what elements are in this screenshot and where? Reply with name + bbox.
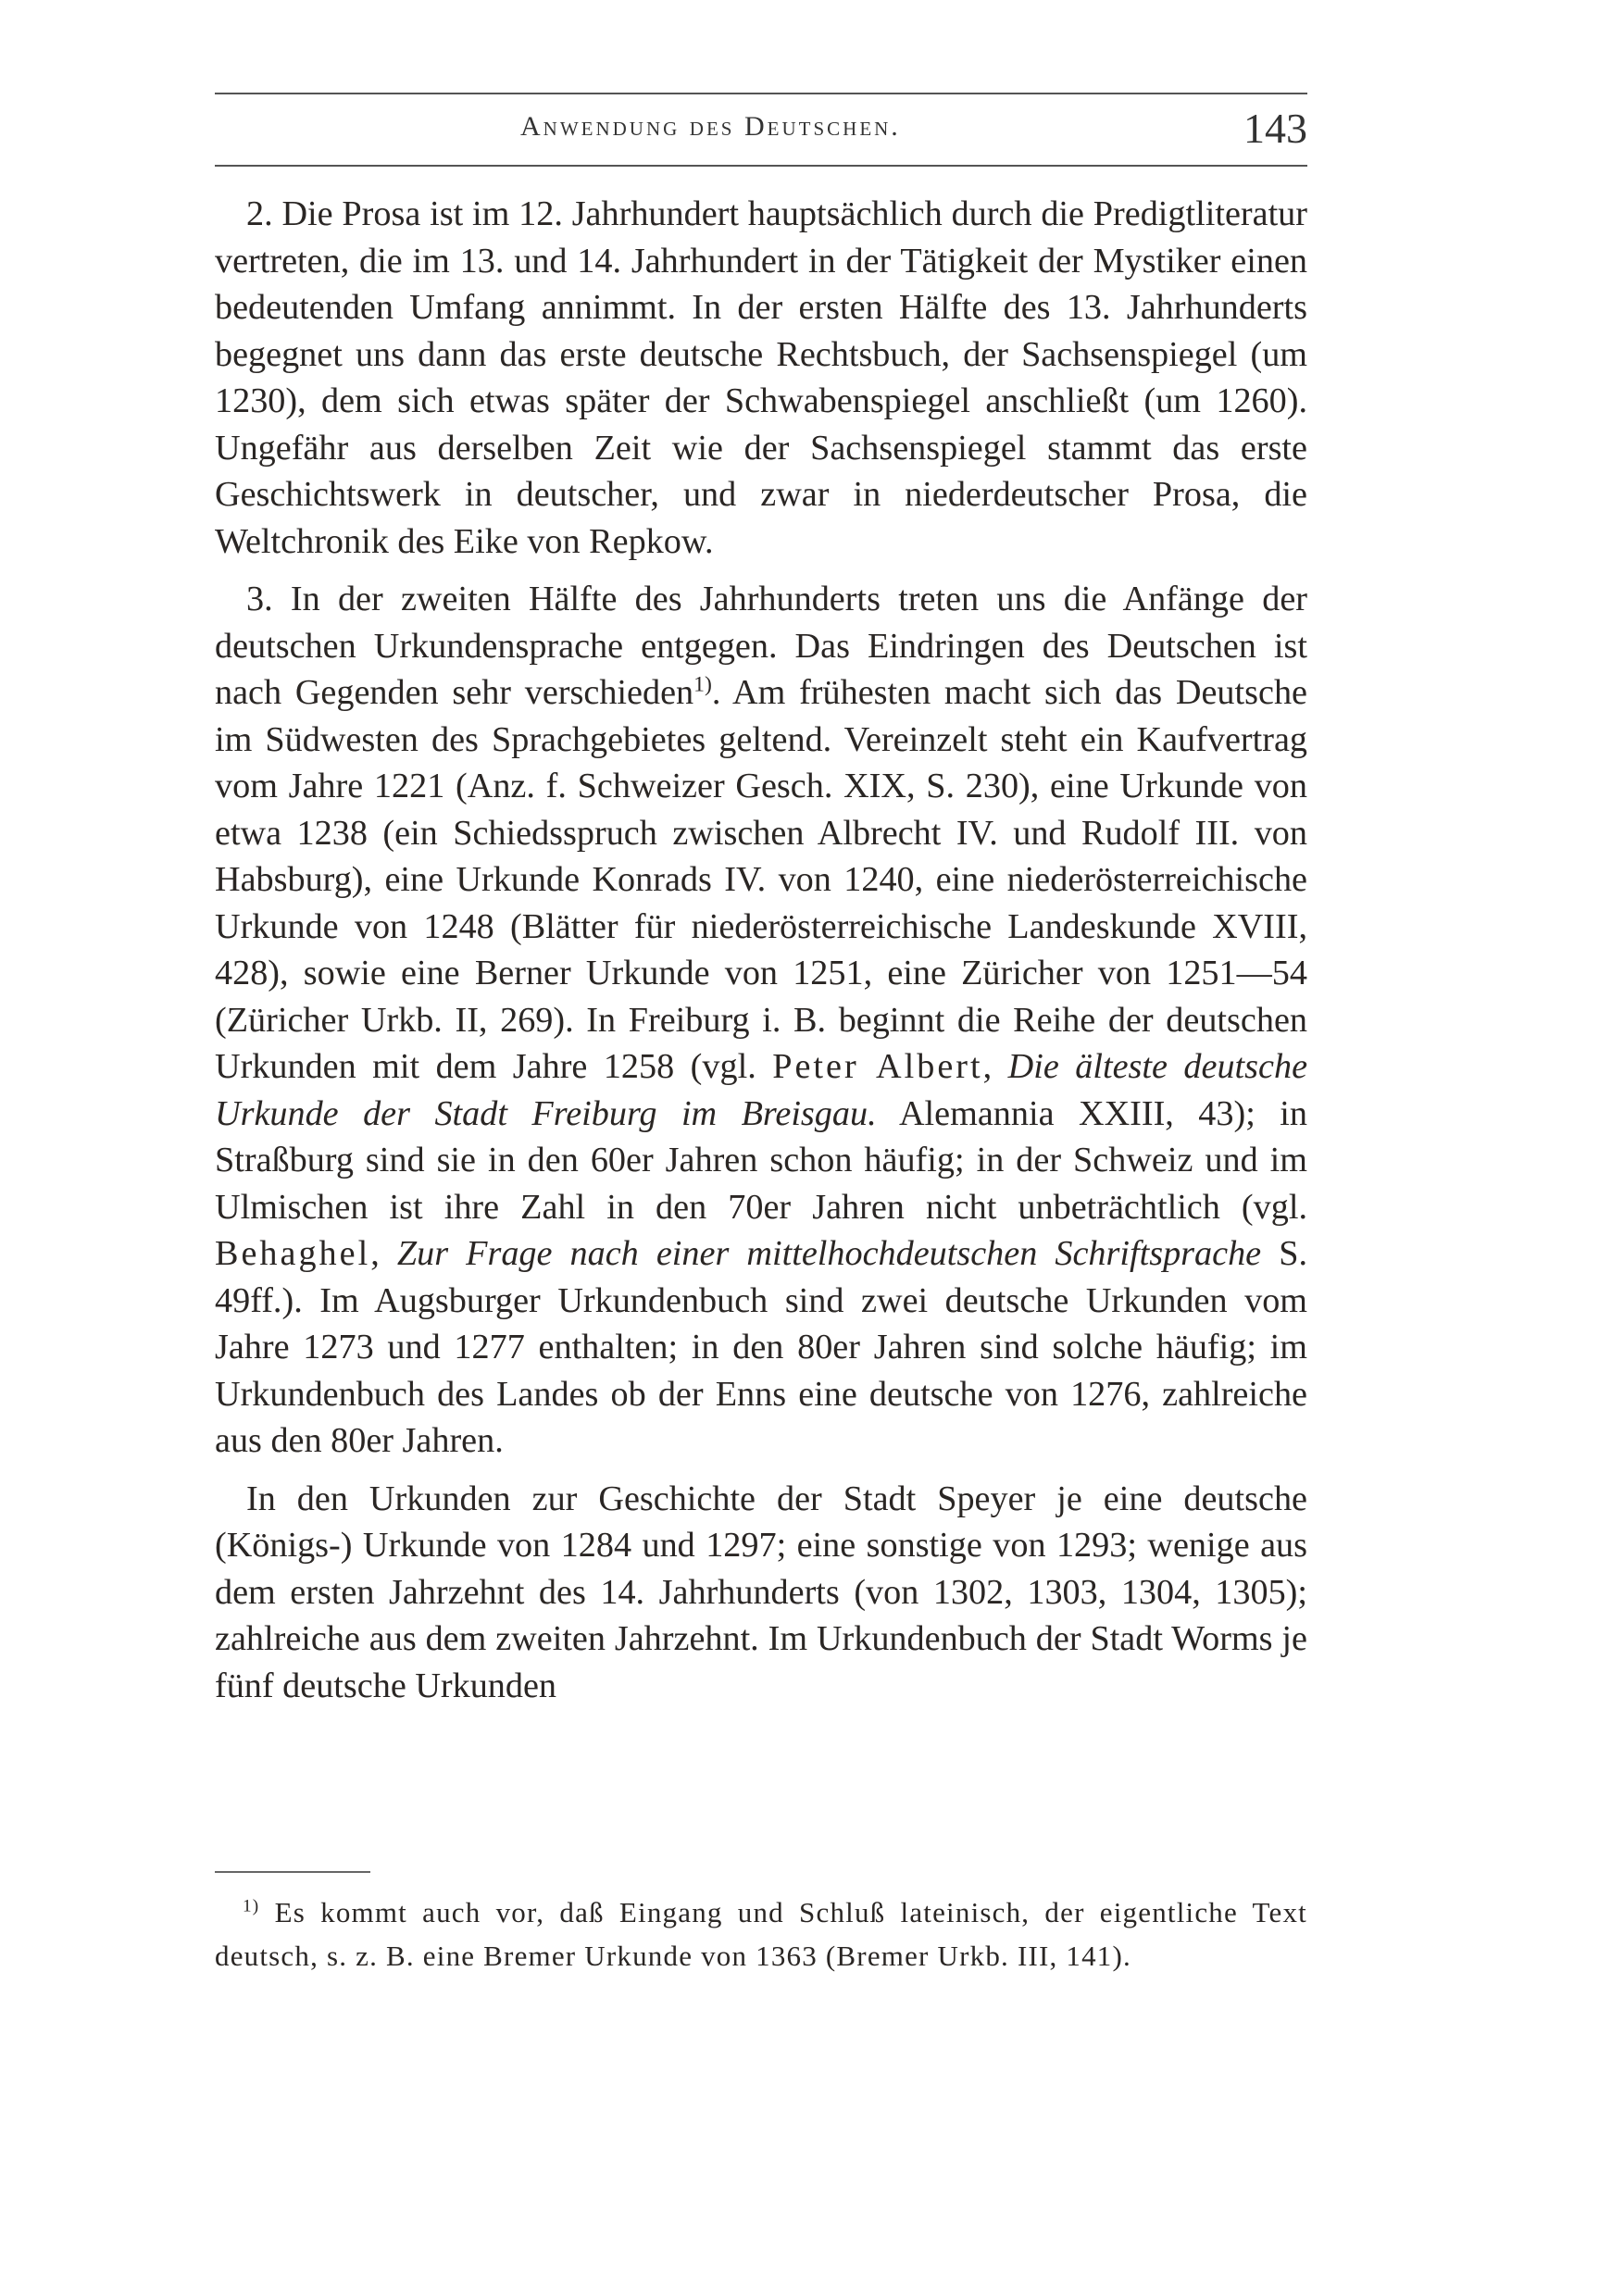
footnote-reference: 1) bbox=[693, 672, 712, 697]
footnote bbox=[215, 1890, 1307, 1978]
author-name: Behaghel bbox=[215, 1234, 371, 1273]
running-title: Anwendung des Deutschen. bbox=[520, 111, 901, 142]
footnote-text: Es kommt auch vor, daß Eingang und Schluß lateinisch, der eigentliche Text deutsch, s. z. B. eine Bremer Urkunde von 1363 (Bremer Urkb. III, 141). bbox=[215, 1896, 1307, 1972]
paragraph-speyer-worms: In den Urkunden zur Geschichte der Stadt Speyer je eine deutsche (Königs-) Urkunde von 1284 und 1297; eine sonstige von 1293; wenige aus dem ersten Jahrzehnt des 14. Jahrhunderts (von 1302, 1303, 1304, 1305); zahlreiche aus dem zweiten Jahrzehnt. Im Urkundenbuch der Stadt Worms je fünf deutsche Urkunden bbox=[215, 1479, 1307, 1705]
footnote-paragraph bbox=[215, 1890, 1307, 1978]
text-run: , bbox=[370, 1234, 397, 1273]
text-run: 3. In der zweiten Hälfte des Jahrhunderts treten uns die Anfänge der deutschen Urkundensprache entgegen. Das Eindringen des Deutschen ist nach Gegenden sehr verschieden bbox=[215, 580, 1307, 712]
footnote-rule bbox=[215, 1871, 370, 1873]
work-title: Die älteste deutsche Urkunde der Stadt Freiburg im Breisgau. bbox=[215, 1047, 1308, 1133]
paragraph-urkundensprache bbox=[215, 576, 1307, 1465]
work-title: Zur Frage nach einer mittelhochdeutschen Schriftsprache bbox=[396, 1234, 1262, 1273]
running-head bbox=[215, 104, 1307, 156]
paragraph-prosa: 2. Die Prosa ist im 12. Jahrhundert hauptsächlich durch die Predigtliteratur vertreten, die im 13. und 14. Jahrhundert in der Tätigkeit der Mystiker einen bedeutenden Umfang annimmt. In der ersten Hälfte des 13. Jahrhunderts begegnet uns dann das erste deutsche Rechtsbuch, der Sachsenspiegel (um 1230), dem sich etwas später der Schwabenspiegel anschließt (um 1260). Ungefähr aus derselben Zeit wie der Sachsenspiegel stammt das erste Geschichtswerk in deutscher, und zwar in niederdeutscher Prosa, die Weltchronik des Eike von Repkow. bbox=[215, 194, 1307, 561]
text-run: , bbox=[982, 1047, 1008, 1086]
page-number: 143 bbox=[1243, 105, 1307, 152]
author-name: Peter Albert bbox=[772, 1047, 983, 1086]
header-rule-bottom bbox=[215, 165, 1307, 167]
text-run: . Am frühesten macht sich das Deutsche im Südwesten des Sprachgebietes geltend. Vereinzelt steht ein Kaufvertrag vom Jahre 1221 (Anz. f. Schweizer Gesch. XIX, S. 230), eine Urkunde von etwa 1238 (ein Schiedsspruch zwischen Albrecht IV. und Rudolf III. von Habsburg), eine Urkunde Konrads IV. von 1240, eine niederösterreichische Urkunde von 1248 (Blätter für niederösterreichische Landeskunde XVIII, 428), sowie eine Berner Urkunde von 1251, eine Züricher von 1251—54 (Züricher Urkb. II, 269). In Freiburg i. B. beginnt die Reihe der deutschen Urkunden mit dem Jahre 1258 (vgl. bbox=[215, 673, 1307, 1086]
footnote-marker: 1) bbox=[243, 1896, 260, 1916]
body-text bbox=[215, 191, 1307, 1720]
header-rule-top bbox=[215, 93, 1307, 94]
text-run: Alemannia XXIII, 43); in Straßburg sind sie in den 60er Jahren schon häufig; in der Schweiz und im Ulmischen ist ihre Zahl in den 70er Jahren nicht unbeträchtlich (vgl. bbox=[215, 1093, 1307, 1227]
text-run: S. 49ff.). Im Augsburger Urkundenbuch sind zwei deutsche Urkunden vom Jahre 1273 und 1277 enthalten; in den 80er Jahren sind solche häufig; im Urkundenbuch des Landes ob der Enns eine deutsche von 1276, zahlreiche aus den 80er Jahren. bbox=[215, 1234, 1307, 1460]
